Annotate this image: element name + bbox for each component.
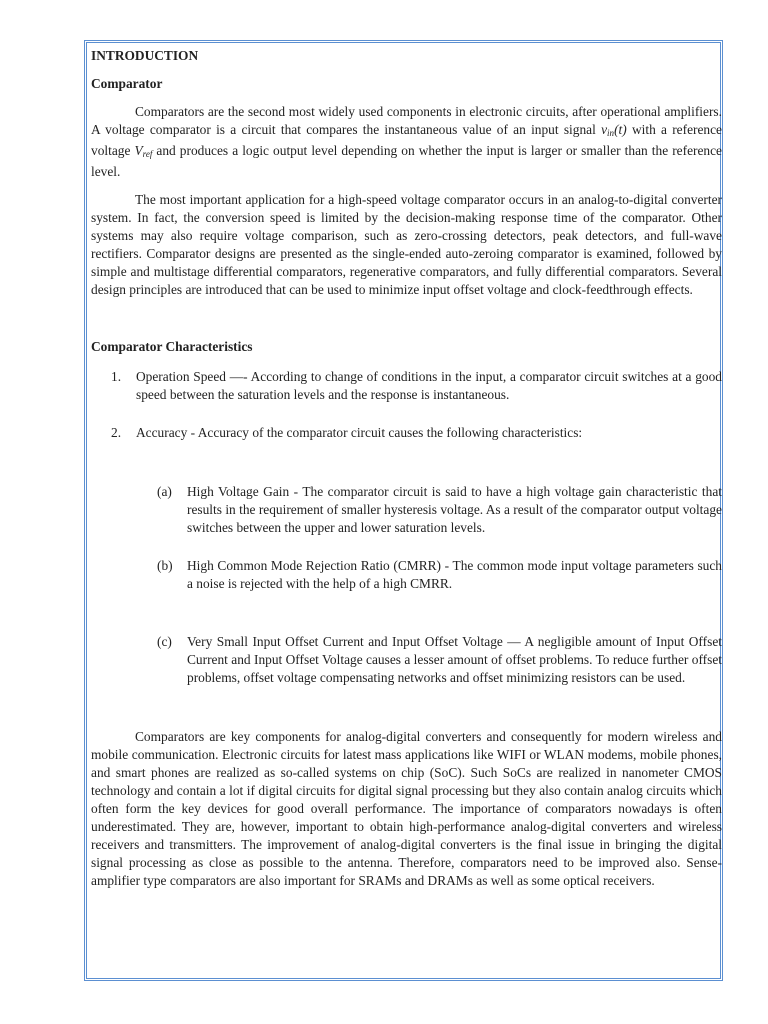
list-item [91, 368, 722, 404]
list-item [91, 424, 722, 442]
sublist-text: High Common Mode Rejection Ratio (CMRR) - The common mode input voltage parameters such a noise is rejected with the help of a high CMRR. [187, 558, 722, 591]
sublist-number: (b) [157, 558, 173, 573]
vin-arg: (t) [614, 122, 627, 137]
paragraph-1 [91, 103, 722, 181]
document-body [91, 44, 722, 890]
sublist-item [91, 633, 722, 687]
paragraph-3: Comparators are key components for analog-digital converters and consequently for modern wireless and mobile communication. Electronic circuits for latest mass applications like WIFI or WLAN modems, mobile phones, and smart phones are realized as so-called systems on chip (SoC). Such SoCs are realized in nanometer CMOS technology and contain a lot if digital circuits for digital signal processing but they also contain analog circuits which often form the key devices for good overall performance. The importance of comparators nowadays is often underestimated. They are, however, important to obtain high-performance analog-digital converters and wireless receivers and transmitters. The improvement of analog-digital converters is the final issue in bringing the digital signal processing as close as possible to the antenna. Therefore, comparators need to be improved also. Sense-amplifier type comparators are also important for SRAMs and DRAMs as well as some optical receivers. [91, 729, 722, 888]
list-number: 1. [111, 369, 122, 384]
list-number: 2. [111, 425, 122, 440]
sublist-item [91, 557, 722, 593]
sublist-text: Very Small Input Offset Current and Input Offset Voltage — A negligible amount of Input Offset Current and Input Offset Voltage causes a lesser amount of offset problems. To reduce further offset problems, offset voltage compensating networks and offset minimizing resistors can be used. [187, 634, 722, 685]
list-text: Accuracy - Accuracy of the comparator circuit causes the following characteristics: [136, 425, 583, 440]
paragraph-1-text-b: with a reference voltage [91, 122, 722, 158]
paragraph-1-text-c: and produces a logic output level depending on whether the input is larger or smaller than the reference level. [91, 143, 722, 179]
sublist-text: High Voltage Gain - The comparator circuit is said to have a high voltage gain characteristic that results in the requirement of smaller hysteresis voltage. As a result of the comparator output voltage switches between the upper and lower saturation levels. [187, 484, 722, 535]
introduction-heading: INTRODUCTION [91, 48, 199, 63]
characteristics-heading: Comparator Characteristics [91, 339, 253, 354]
paragraph-2: The most important application for a high-speed voltage comparator occurs in an analog-to-digital converter system. In fact, the conversion speed is limited by the decision-making response time of the comparator. Other systems may also require voltage comparison, such as zero-crossing detectors, peak detectors, and full-wave rectifiers. Comparator designs are presented as the single-ended auto-zeroing comparator is examined, followed by simple and multistage differential comparators, regenerative comparators, and fully differential comparators. Several design principles are introduced that can be used to minimize input offset voltage and clock-feedthrough effects. [91, 192, 722, 297]
list-text: Operation Speed —- According to change of conditions in the input, a comparator circuit switches at a good speed between the saturation levels and the response is instantaneous. [136, 369, 722, 402]
sublist-number: (c) [157, 634, 172, 649]
paragraph-1-text-a: Comparators are the second most widely used components in electronic circuits, after operational amplifiers. A voltage comparator is a circuit that compares the instantaneous value of an input signal [91, 104, 722, 137]
sublist-item [91, 483, 722, 537]
sublist-number: (a) [157, 484, 172, 499]
vref-symbol: $V_{ref}$ [134, 143, 153, 159]
vin-symbol: $v_{in}$ [601, 122, 615, 138]
comparator-heading: Comparator [91, 76, 163, 91]
